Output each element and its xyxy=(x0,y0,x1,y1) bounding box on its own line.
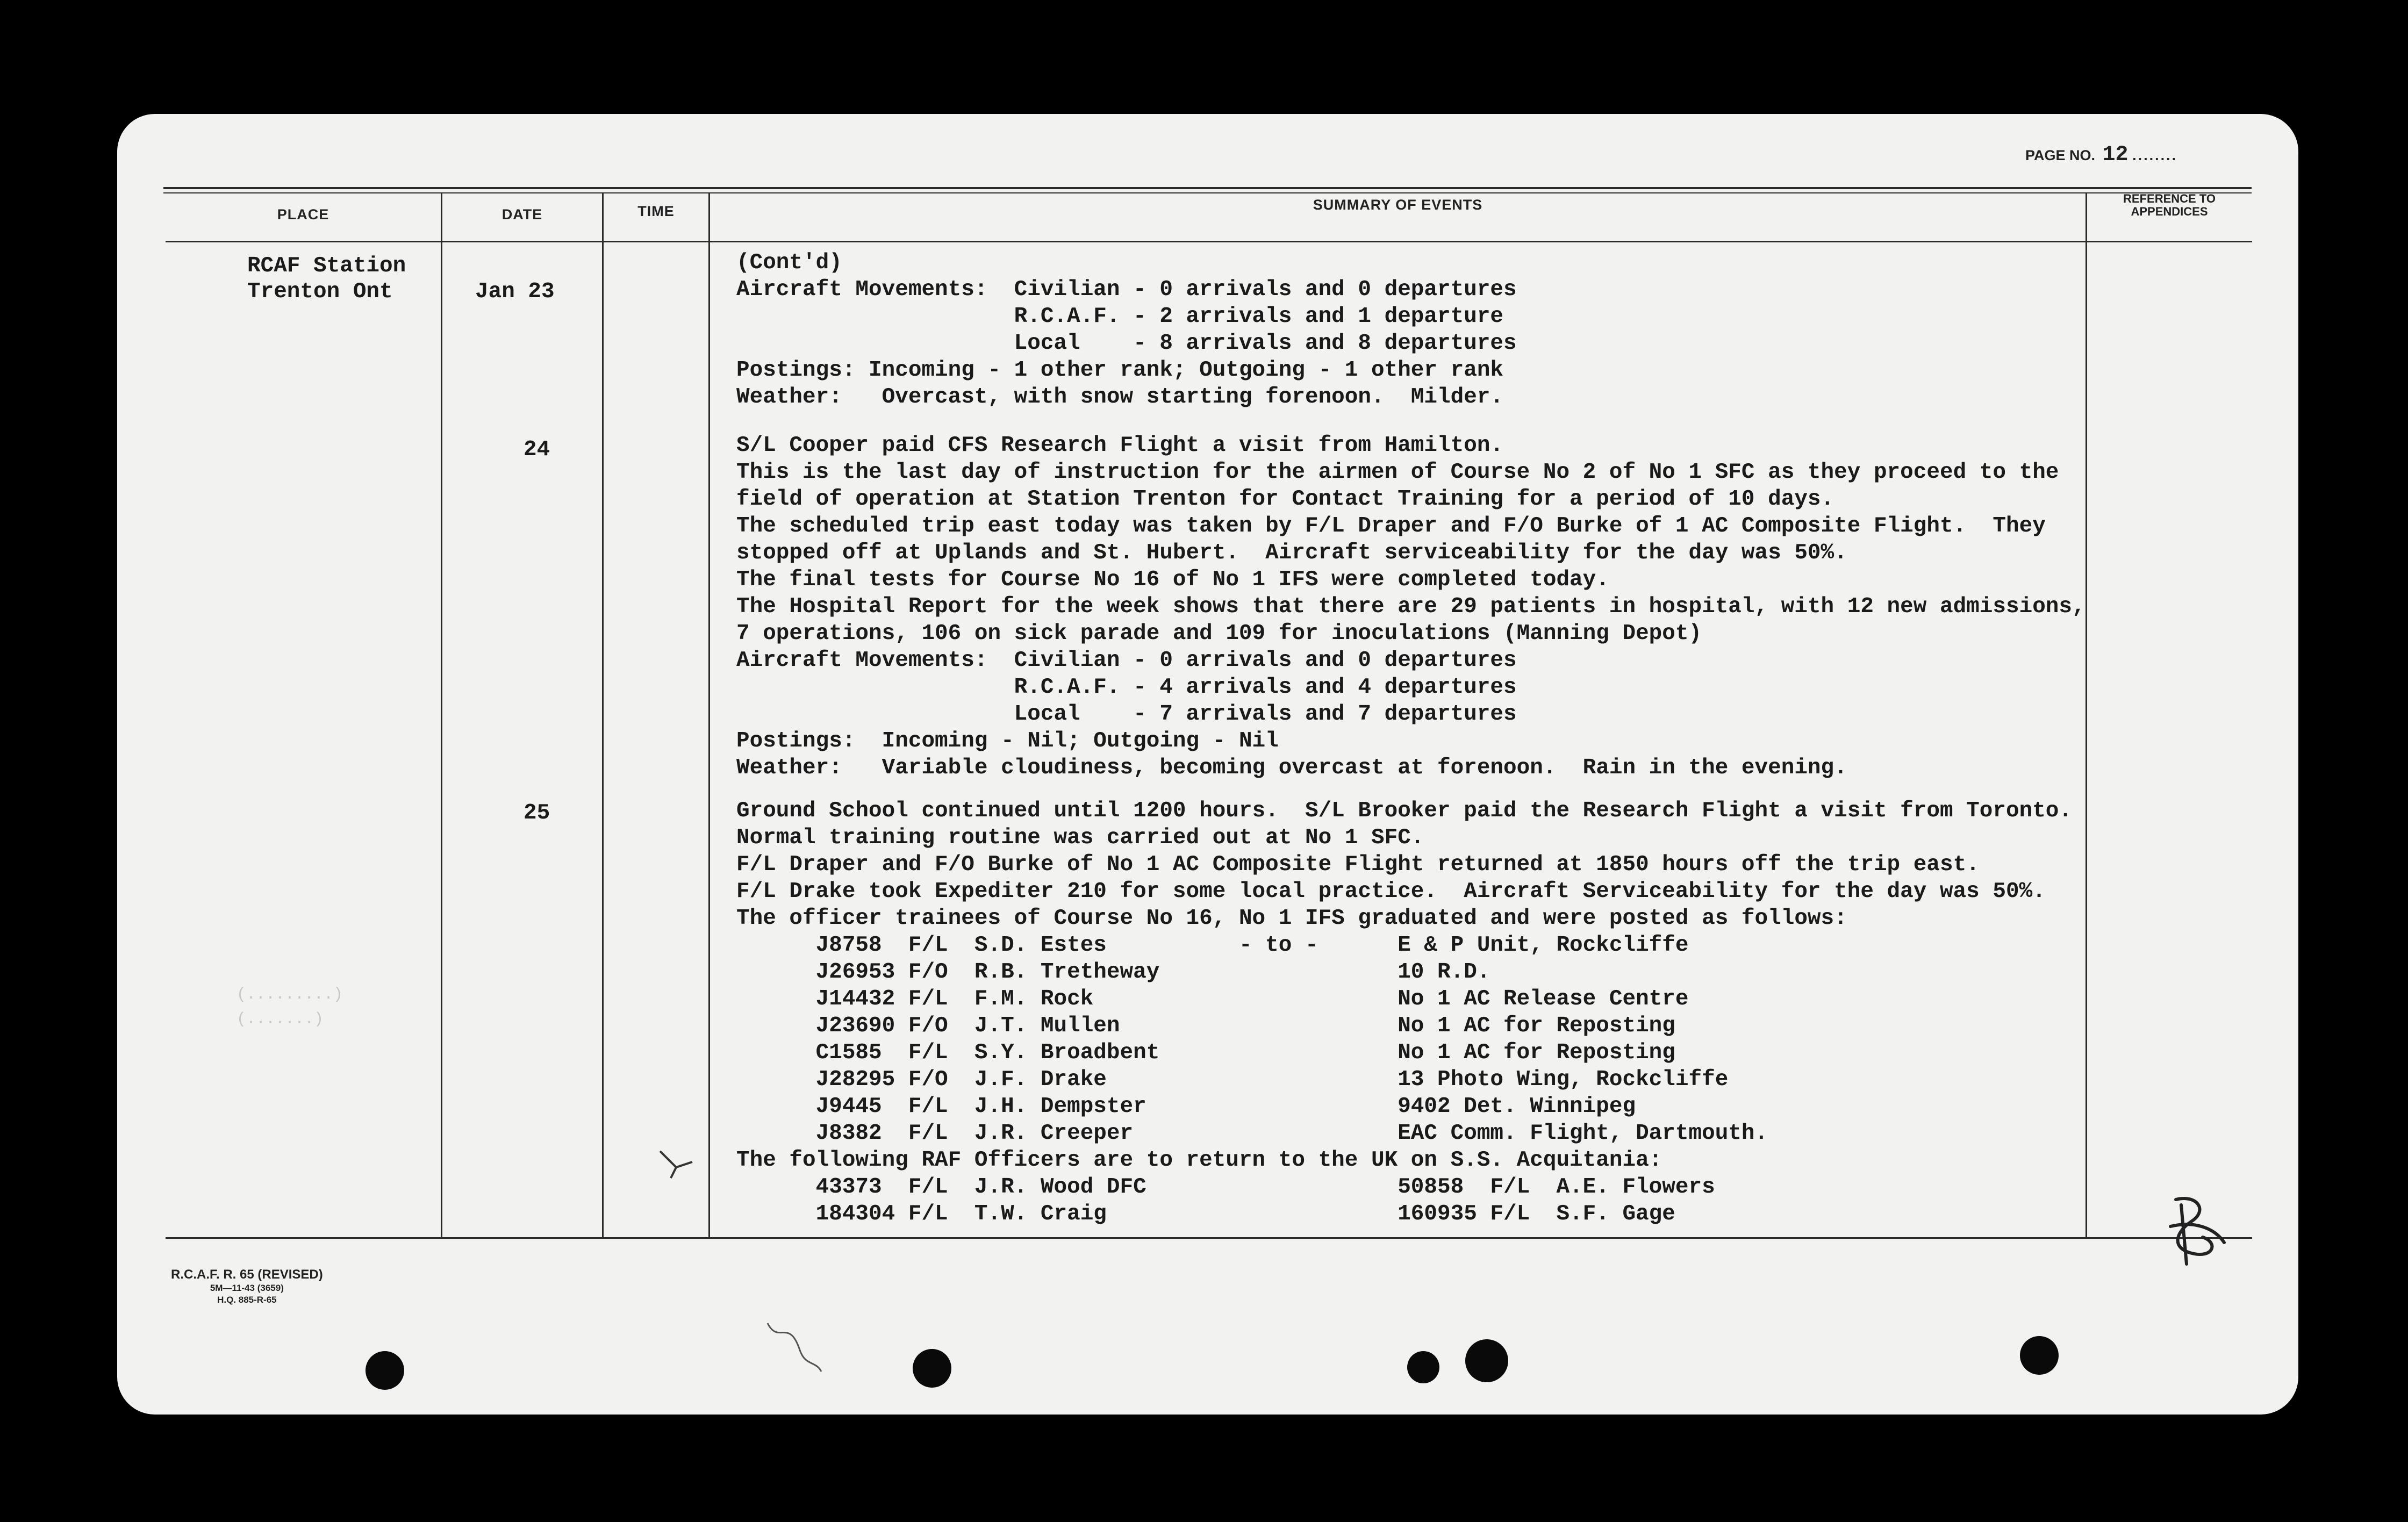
page-number-value: 12 xyxy=(2102,143,2128,167)
entry-line: Weather: Variable cloudiness, becoming overcast at forenoon. Rain in the evening. xyxy=(736,756,1847,780)
entry-line: S/L Cooper paid CFS Research Flight a visit from Hamilton. xyxy=(736,433,1504,458)
punch-hole xyxy=(1407,1351,1439,1383)
bleed-through-text: (.........) xyxy=(236,986,343,1004)
column-header-place: PLACE xyxy=(277,206,329,222)
entry-line: The Hospital Report for the week shows that there are 29 patients in hospital, with 12 new admissions, xyxy=(736,594,2086,619)
posting-line: J26953 F/O R.B. Tretheway 10 R.D. xyxy=(736,960,1490,985)
punch-hole xyxy=(913,1349,951,1388)
date-24: 24 xyxy=(524,437,550,462)
entry-line: Local - 7 arrivals and 7 departures xyxy=(736,702,1517,727)
punch-hole xyxy=(1465,1339,1508,1382)
entry-line: 7 operations, 106 on sick parade and 109 for inoculations (Manning Depot) xyxy=(736,621,1702,646)
entry-line: F/L Draper and F/O Burke of No 1 AC Composite Flight returned at 1850 hours off the trip east. xyxy=(736,852,1980,877)
stray-pen-mark-2 xyxy=(762,1312,827,1377)
entry-line: Postings: Incoming - 1 other rank; Outgoing - 1 other rank xyxy=(736,358,1504,383)
place-line-1: RCAF Station xyxy=(247,254,406,278)
column-header-summary: SUMMARY OF EVENTS xyxy=(1313,197,1483,213)
entry-line: This is the last day of instruction for the airmen of Course No 2 of No 1 SFC as they proceed to the xyxy=(736,460,2059,485)
posting-line: J9445 F/L J.H. Dempster 9402 Det. Winnipeg xyxy=(736,1094,1636,1119)
stray-pen-mark xyxy=(655,1146,698,1189)
entry-line: Aircraft Movements: Civilian - 0 arrivals and 0 departures xyxy=(736,277,1517,302)
posting-line: C1585 F/L S.Y. Broadbent No 1 AC for Reposting xyxy=(736,1040,1675,1065)
column-header-reference: REFERENCE TO APPENDICES xyxy=(2123,192,2216,218)
form-id-line-2: 5M—11-43 (3659) xyxy=(210,1283,284,1293)
posting-line: J28295 F/O J.F. Drake 13 Photo Wing, Rockcliffe xyxy=(736,1067,1729,1092)
posting-line: J14432 F/L F.M. Rock No 1 AC Release Centre xyxy=(736,987,1689,1011)
divider-time-summary xyxy=(708,192,710,1237)
column-header-time: TIME xyxy=(637,203,675,219)
entry-line: stopped off at Uplands and St. Hubert. Aircraft serviceability for the day was 50%. xyxy=(736,541,1847,565)
punch-hole xyxy=(2020,1336,2059,1375)
entry-line: (Cont'd) xyxy=(736,250,842,275)
header-top-rule-2 xyxy=(163,192,2252,193)
divider-summary-reference xyxy=(2086,192,2087,1237)
entry-line: The scheduled trip east today was taken by F/L Draper and F/O Burke of 1 AC Composite Flight. They xyxy=(736,514,2046,539)
entry-line: F/L Drake took Expediter 210 for some local practice. Aircraft Serviceability for the day was 50%. xyxy=(736,879,2046,904)
entry-line: The officer trainees of Course No 16, No 1 IFS graduated and were posted as follows: xyxy=(736,906,1847,931)
page-number-label: PAGE NO. 12 ........ xyxy=(2025,143,2178,167)
page-label-text: PAGE NO. xyxy=(2025,147,2096,163)
entry-line: R.C.A.F. - 4 arrivals and 4 departures xyxy=(736,675,1517,700)
divider-place-date xyxy=(441,192,442,1237)
punch-hole xyxy=(366,1351,404,1390)
entry-line: R.C.A.F. - 2 arrivals and 1 departure xyxy=(736,304,1504,329)
posting-line: J8382 F/L J.R. Creeper EAC Comm. Flight, Dartmouth. xyxy=(736,1121,1768,1146)
form-identifier xyxy=(171,1267,323,1306)
divider-date-time xyxy=(602,192,604,1237)
form-id-line-1: R.C.A.F. R. 65 (REVISED) xyxy=(171,1267,323,1282)
raf-officer-line: 184304 F/L T.W. Craig 160935 F/L S.F. Gage xyxy=(736,1202,1675,1226)
date-25: 25 xyxy=(524,801,550,825)
handwritten-initials xyxy=(2160,1189,2235,1275)
entry-line: Weather: Overcast, with snow starting forenoon. Milder. xyxy=(736,385,1504,410)
posting-line: J23690 F/O J.T. Mullen No 1 AC for Reposting xyxy=(736,1014,1675,1038)
entry-line: Normal training routine was carried out at No 1 SFC. xyxy=(736,825,1424,850)
entry-line: Postings: Incoming - Nil; Outgoing - Nil xyxy=(736,729,1279,753)
date-jan-23: Jan 23 xyxy=(475,279,555,304)
header-top-rule xyxy=(163,187,2252,189)
posting-line: J8758 F/L S.D. Estes - to - E & P Unit, Rockcliffe xyxy=(736,933,1689,958)
entry-line: Local - 8 arrivals and 8 departures xyxy=(736,331,1517,356)
header-bottom-rule xyxy=(166,241,2252,242)
diary-form-card xyxy=(117,114,2298,1415)
form-id-line-3: H.Q. 885-R-65 xyxy=(217,1295,277,1305)
entry-line: field of operation at Station Trenton for Contact Training for a period of 10 days. xyxy=(736,487,1834,512)
bleed-through-text-2: (.......) xyxy=(236,1010,324,1029)
raf-officer-line: 43373 F/L J.R. Wood DFC 50858 F/L A.E. Flowers xyxy=(736,1175,1715,1200)
summary-entries xyxy=(736,249,2086,1227)
entry-line: The final tests for Course No 16 of No 1 IFS were completed today. xyxy=(736,568,1609,592)
entry-line: The following RAF Officers are to return to the UK on S.S. Acquitania: xyxy=(736,1148,1662,1173)
entry-line: Aircraft Movements: Civilian - 0 arrivals and 0 departures xyxy=(736,648,1517,673)
entry-line: Ground School continued until 1200 hours. S/L Brooker paid the Research Flight a visit from Toronto. xyxy=(736,799,2073,823)
column-header-date: DATE xyxy=(501,206,543,222)
place-line-2: Trenton Ont xyxy=(247,279,393,304)
form-bottom-rule xyxy=(166,1237,2252,1239)
